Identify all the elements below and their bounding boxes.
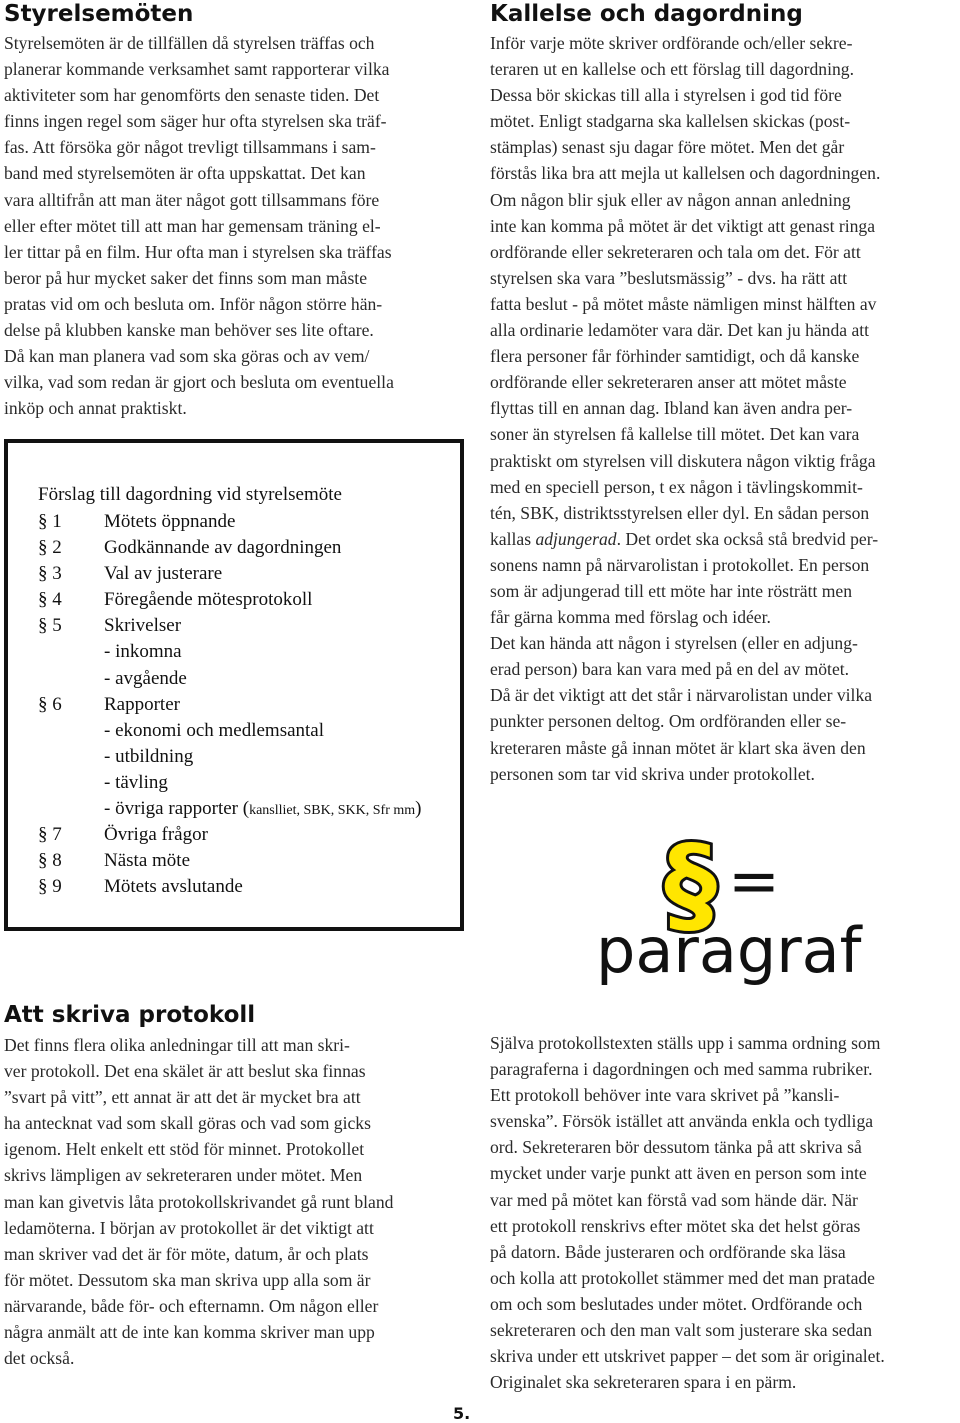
text-line: erad person) bara kan vara med på en del av mötet. — [490, 659, 850, 680]
kallelse-adj-line: kallas adjungerad. Det ordet ska också stå bredvid per- — [490, 528, 879, 549]
section-kallelse — [490, 0, 958, 787]
text-line: delse på klubben kanske man behöver ses lite oftare. — [4, 320, 374, 341]
text-line: och kolla att protokollet stämmer med det man pratade — [490, 1267, 875, 1288]
heading-kallelse: Kallelse och dagordning — [490, 1, 803, 27]
text-line: fas. Att försöka gör något trevligt tillsammans i sam- — [4, 137, 376, 158]
text-line: skrivs lämpligen av sekreteraren under mötet. Men — [4, 1165, 363, 1186]
agenda-item-text: - avgående — [104, 667, 187, 689]
text-line: på datorn. Både justeraren och ordförande ska läsa — [490, 1241, 846, 1262]
kallelse-text — [490, 30, 958, 787]
agenda-item — [38, 535, 458, 561]
text-line: punkter personen deltog. Om ordföranden eller se- — [490, 711, 847, 732]
agenda-item-text: Föregående mötesprotokoll — [104, 589, 313, 611]
agenda-item-text: - ekonomi och medlemsantal — [104, 719, 325, 741]
text-line: kreteraren måste gå innan mötet är klart ska även den — [490, 737, 866, 758]
text-line: paragraferna i dagordningen och med samma rubriker. — [490, 1059, 873, 1080]
agenda-item — [38, 561, 458, 587]
text-line: det också. — [4, 1348, 75, 1369]
agenda-item-text: - inkomna — [104, 641, 182, 663]
styrelsemoten-text — [4, 30, 476, 421]
adjungerad-term: adjungerad — [535, 528, 617, 549]
text-line: inköp och annat praktiskt. — [4, 398, 187, 419]
text-line: vara alltifrån att man äter något gott tillsammans före — [4, 189, 380, 210]
text-line: eller efter mötet till att man har gemensam träning el- — [4, 215, 381, 236]
text-line: ledamöterna. I början av protokollet är det viktigt att — [4, 1217, 374, 1238]
text-line: praktiskt om styrelsen vill diskutera någon viktig fråga — [490, 450, 876, 471]
agenda-item-text: Mötets öppnande — [104, 511, 236, 532]
agenda-item — [38, 796, 458, 822]
agenda-item-text: Övriga frågor — [104, 824, 208, 846]
text-line: aktiviteter som har genomförts den senaste tiden. Det — [4, 85, 380, 106]
agenda-item-note: kanslliet, SBK, SKK, Sfr mm — [249, 803, 416, 819]
agenda-section-number: § 5 — [38, 615, 62, 637]
section-styrelsemoten — [4, 0, 476, 421]
agenda-section-number: § 2 — [38, 537, 62, 559]
text-line: fatta beslut - på mötet måste nämligen minst hälften av — [490, 293, 877, 314]
heading-protokoll: Att skriva protokoll — [4, 1002, 256, 1028]
text-line: Det finns flera olika anledningar till att man skri- — [4, 1035, 350, 1055]
text-line: mycket under varje punkt att även en person som inte — [490, 1163, 867, 1184]
heading-styrelsemoten: Styrelsemöten — [4, 1, 194, 27]
agenda-item-text: Godkännande av dagordningen — [104, 537, 342, 559]
equals-sign: = — [728, 844, 780, 917]
agenda-list — [38, 509, 458, 900]
text-line: stämplas) senast sju dagar före mötet. Men det går — [490, 137, 845, 158]
text-line: Inför varje möte skriver ordförande och/eller sekre- — [490, 33, 853, 53]
text-line: får gärna komma med förslag och idéer. — [490, 607, 771, 628]
text-line: ord. Sekreteraren bör dessutom tänka på att skriva så — [490, 1137, 862, 1158]
agenda-item-text: Nästa möte — [104, 850, 191, 872]
agenda-item — [38, 822, 458, 848]
text-line: finns ingen regel som säger hur ofta styrelsen ska träf- — [4, 111, 387, 132]
text-line: skriva under ett utskrivet papper – det som är originalet. — [490, 1346, 885, 1367]
text-line: flera personer får förhinder samtidigt, och då kanske — [490, 346, 860, 367]
text-line: med en speciell person, t ex någon i tävlingskommit- — [490, 476, 863, 497]
text-line: personen som tar vid skriva under protokollet. — [490, 763, 815, 784]
agenda-item — [38, 692, 458, 718]
agenda-section-number: § 6 — [38, 693, 62, 715]
agenda-section-number: § 7 — [38, 824, 62, 846]
text-line: ver protokoll. Det ena skälet är att beslut ska finnas — [4, 1061, 366, 1082]
paragraph-sign-icon: § — [664, 823, 717, 946]
text-line: alla ordinarie ledamöter vara där. Det kan ju hända att — [490, 320, 870, 341]
text-line: Det kan hända att någon i styrelsen (eller en adjung- — [490, 633, 858, 654]
text-line: som är adjungerad till ett möte har inte rösträtt men — [490, 580, 853, 601]
agenda-item — [38, 639, 458, 665]
agenda-item-text: - övriga rapporter (kanslliet, SBK, SKK, Sfr mm) — [104, 798, 422, 820]
text-line: några anmält att de inte kan komma skriver man upp — [4, 1322, 375, 1343]
text-line: Då är det viktigt att det står i närvarolistan under vilka — [490, 685, 873, 706]
agenda-item-text: Rapporter — [104, 693, 180, 715]
paragraph-symbol-graphic — [596, 823, 876, 988]
text-line: ha antecknat vad som skall göras och vad som gicks — [4, 1113, 371, 1134]
agenda-item — [38, 744, 458, 770]
agenda-item — [38, 666, 458, 692]
agenda-item — [38, 874, 458, 900]
agenda-item — [38, 509, 458, 535]
text-line: inte kan komma på mötet är det viktigt att genast ringa — [490, 215, 876, 236]
text-line: man kan givetvis låta protokollskrivandet gå runt bland — [4, 1191, 394, 1212]
agenda-item-text: - utbildning — [104, 745, 194, 767]
agenda-section-number: § 1 — [38, 511, 62, 532]
text-line: sekreteraren och den man valt som justerare ska sedan — [490, 1320, 873, 1341]
text-line: för mötet. Dessutom ska man skriva upp alla som är — [4, 1269, 371, 1290]
agenda-title: Förslag till dagordning vid styrelsemöte — [38, 484, 342, 505]
text-line: styrelsen ska vara ”beslutsmässig” - dvs. ha rätt att — [490, 267, 848, 288]
text-line: sonens namn på närvarolistan i protokollet. En person — [490, 554, 870, 575]
text-line: Själva protokollstexten ställs upp i samma ordning som — [490, 1033, 881, 1053]
text-line: svenska”. Försök istället att använda enkla och tydliga — [490, 1111, 874, 1132]
agenda-item — [38, 613, 458, 639]
protokolltext-text — [490, 1030, 958, 1395]
text-line: närvarande, både för- och efternamn. Om någon eller — [4, 1295, 379, 1316]
text-line: vilka, vad som redan är gjort och besluta om eventuella — [4, 372, 394, 393]
text-line: planerar kommande verksamhet samt rapporterar vilka — [4, 59, 390, 80]
text-line: ett protokoll renskrivs efter mötet ska det helst göras — [490, 1215, 861, 1236]
text-line: Dessa bör skickas till alla i styrelsen i god tid före — [490, 85, 842, 106]
text-line: tén, SBK, distriktsstyrelsen eller dyl. En sådan person — [490, 502, 870, 523]
text-line: mötet. Enligt stadgarna ska kallelsen skickas (post- — [490, 111, 851, 132]
agenda-item — [38, 587, 458, 613]
text-line: teraren ut en kallelse och ett förslag till dagordning. — [490, 59, 854, 80]
section-protokoll — [4, 1001, 476, 1371]
agenda-item — [38, 848, 458, 874]
text-line: Då kan man planera vad som ska göras och av vem/ — [4, 346, 370, 367]
text-line: Styrelsemöten är de tillfällen då styrelsen träffas och — [4, 33, 375, 53]
text-line: band med styrelsemöten är ofta uppskattat. Det kan — [4, 163, 366, 184]
section-protokolltext — [490, 1030, 958, 1395]
text-line: man skriver vad det är för möte, datum, år och plats — [4, 1243, 369, 1264]
agenda-item — [38, 770, 458, 796]
page-number: 5. — [453, 1404, 471, 1423]
text-line: ler tittar på en film. Hur ofta man i styrelsen ska träffas — [4, 241, 392, 262]
text-line: igenom. Helt enkelt ett stöd för minnet. Protokollet — [4, 1139, 365, 1160]
text-line: pratas vid om och besluta om. Inför någon större hän- — [4, 293, 383, 314]
text-line: flyttas till en annan dag. Ibland kan även andra per- — [490, 398, 853, 419]
text-line: ordförande eller sekreteraren anser att mötet måste — [490, 372, 847, 393]
agenda-item-text: - tävling — [104, 771, 168, 793]
text-line: ordförande eller sekreteraren och tala om det. För att — [490, 241, 861, 262]
paragraf-word: paragraf — [596, 914, 862, 987]
text-line: ”svart på vitt”, ett annat är att det är mycket bra att — [4, 1087, 361, 1108]
agenda-section-number: § 8 — [38, 850, 62, 872]
agenda-section-number: § 3 — [38, 563, 62, 585]
text-line: beror på hur mycket saker det finns som man måste — [4, 267, 368, 288]
text-line: soner än styrelsen få kallelse till mötet. Det kan vara — [490, 424, 860, 445]
text-line: var med på mötet kan förstå vad som hände där. När — [490, 1189, 858, 1210]
text-line: Om någon blir sjuk eller av någon annan anledning — [490, 189, 851, 210]
protokoll-text — [4, 1032, 476, 1371]
agenda-box — [4, 439, 464, 931]
text-line: Ett protokoll behöver inte vara skrivet på ”kansli- — [490, 1085, 840, 1106]
text-line: Originalet ska sekreteraren spara i en pärm. — [490, 1372, 797, 1393]
agenda-item-text: Mötets avslutande — [104, 876, 243, 898]
text-line: om och som beslutades under mötet. Ordförande och — [490, 1293, 863, 1314]
agenda-item-text: Skrivelser — [104, 615, 182, 637]
text-line: förstås lika bra att mejla ut kallelsen och dagordningen. — [490, 163, 881, 184]
agenda-section-number: § 9 — [38, 876, 62, 898]
agenda-item — [38, 718, 458, 744]
agenda-section-number: § 4 — [38, 589, 62, 611]
agenda-item-text: Val av justerare — [104, 563, 223, 585]
